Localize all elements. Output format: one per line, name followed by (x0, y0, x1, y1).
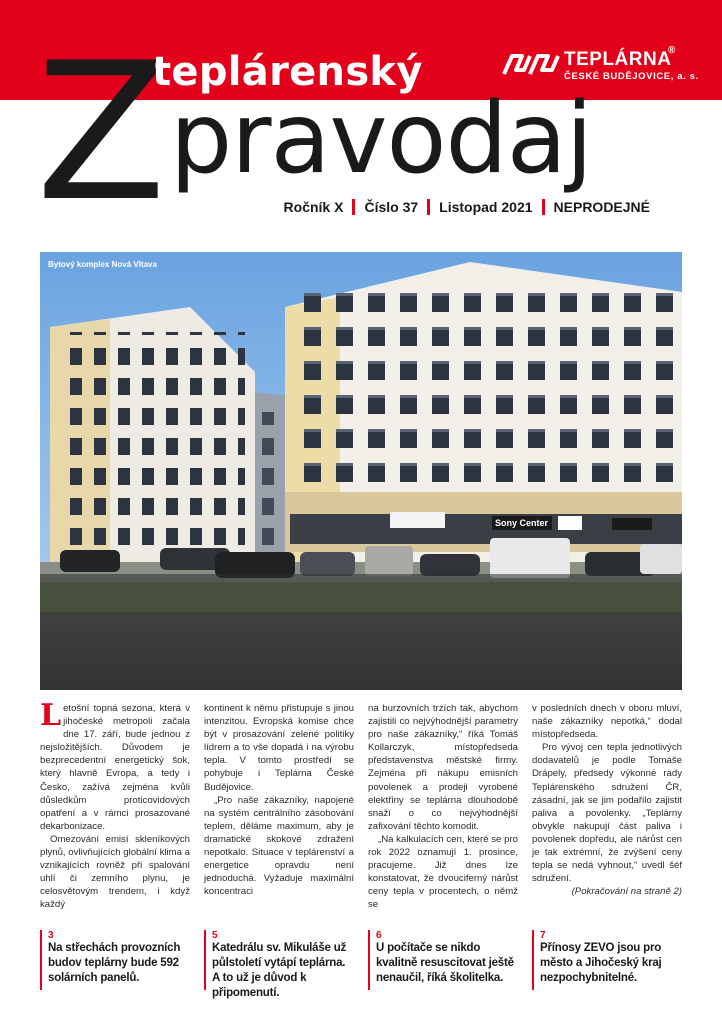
issue-info (284, 199, 650, 215)
issue-date: Listopad 2021 (439, 199, 533, 215)
teaser-page-number: 7 (540, 930, 546, 941)
issue-separator (427, 199, 430, 215)
teaser-text: U počítače se nikdo kvalitně resuscitovat ještě nenaučil, říká školitelka. (376, 942, 514, 984)
issue-separator (542, 199, 545, 215)
teaser-item[interactable] (532, 930, 682, 990)
masthead-big-initial: Z (36, 22, 163, 243)
teaser-page-number: 3 (48, 930, 54, 941)
continued-note: (Pokračování na straně 2) (571, 886, 682, 898)
article-column-3 (368, 702, 518, 912)
photo-caption: Bytový komplex Nová Vltava (48, 260, 157, 269)
article-column-4 (532, 702, 682, 898)
apartment-building-illustration (40, 252, 682, 690)
issue-number: Číslo 37 (364, 199, 419, 215)
article-paragraph (40, 698, 190, 833)
teaser-item[interactable] (204, 930, 354, 999)
masthead-big-word: pravodaj (170, 82, 592, 196)
article-paragraph: Omezování emisí skleníkových plynů, ovlivňujících globální klima a vznikajících rovněž při spalování uhlí či zemního plynu, je celosvětovým trendem, i když každý (40, 833, 190, 911)
article-column-1 (40, 698, 190, 912)
teplarna-logo (500, 44, 700, 84)
logo-name: TEPLÁRNA (564, 49, 672, 70)
teaser-text: Na střechách provozních budov teplárny bude 592 solárních panelů. (48, 942, 181, 984)
teaser-text: Přínosy ZEVO jsou pro město a Jihočeský kraj nezpochybnitelné. (540, 942, 662, 984)
article-paragraph: v posledních dnech v oboru mluví, naše zákazníky nepotká,“ dodal místopředseda. (532, 703, 682, 741)
article-column-2 (204, 702, 354, 898)
article-paragraph: „Pro naše zákazníky, napojené na systém centrálního zásobování teplem, děláme maximum, aby je dramatické skokové zdražení nepotkalo. Situace v teplárenství a energetice opravdu není jednoduchá. Vyžaduje maximální koncentraci (204, 794, 354, 898)
teaser-page-number: 6 (376, 930, 382, 941)
paragraph-text: etošní topná sezona, která v jihočeské metropoli začala dne 17. září, bude jednou z nejsložitějších. Důvodem je bezprecedentní energetický šok, který hlavně Evropa, a tedy i Česko, zažívá zejména kvůli důsledkům proticovidových opatření a v rámci prosazované dekarbonizace. (40, 703, 190, 832)
logo-registered-mark: ® (668, 45, 676, 56)
article-paragraph: kontinent k němu přistupuje s jinou intenzitou. Evropská komise chce být v prosazování zelené politiky lídrem a to vše dopadá i na výrobu tepla. V tomto prostředí se pohybuje i Teplárna České Budějovice. (204, 703, 354, 793)
teaser-item[interactable] (40, 930, 190, 990)
logo-subtitle: ČESKÉ BUDĚJOVICE, a. s. (564, 71, 699, 82)
teaser-page-number: 5 (212, 930, 218, 941)
article-paragraph: „Na kalkulacích cen, které se pro rok 2022 oznamují 1. prosince, pracujeme. Již dnes lze konstatovat, že dvouciferný nárůst ceny tepla v procentech, o němž se (368, 833, 518, 911)
cover-photo (40, 252, 682, 690)
issue-separator (352, 199, 355, 215)
masthead-small-word: teplárenský (152, 49, 423, 95)
sony-center-sign: Sony Center (495, 518, 549, 528)
lead-article (40, 698, 682, 912)
article-paragraph: Pro vývoj cen tepla jednotlivých dodavatelů je podle Tomáše Drápely, předsedy výkonné rady Teplárenského sdružení ČR, zásadní, jak se jim podařilo zajistit paliva a povolenky. „Teplárny obvykle nakupují část paliva i povolenek dopředu, ale nárůst cen je tak extrémní, že zvýšení ceny tepla se nedá vyhnout,“ uvedl šéf sdružení. (532, 742, 682, 885)
issue-price-note: NEPRODEJNÉ (553, 199, 650, 215)
drop-cap: L (40, 698, 62, 733)
teplarna-logo-icon (500, 50, 560, 78)
teaser-item[interactable] (368, 930, 518, 990)
issue-volume: Ročník X (283, 199, 344, 215)
teaser-text: Katedrálu sv. Mikuláše už půlstoletí vytápí teplárna. A to už je důvod k připomenutí. (212, 942, 347, 999)
article-paragraph: na burzovních trzích tak, abychom zajistili co nejvýhodnější parametry pro naše zákazníky,“ říká Tomáš Kollarczyk, místopředseda představenstva městské firmy. Zejména při nákupu emisních povolenek a prodeji vyrobené elektřiny se teplárna dlouhodobě snaží o co nejvýhodnější zafixování těchto komodit. (368, 703, 518, 832)
inside-teasers (40, 930, 682, 1000)
